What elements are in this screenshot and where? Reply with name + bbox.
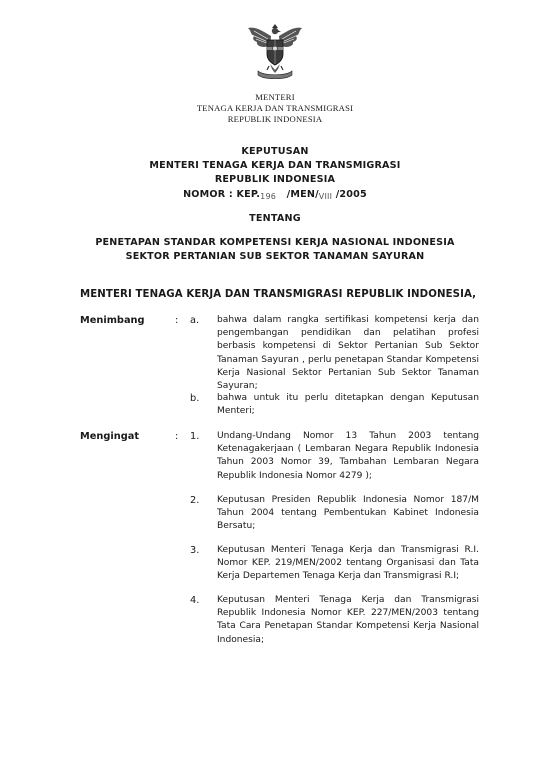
tentang-heading: TENTANG	[249, 213, 301, 224]
menimbang-item-b: bahwa untuk itu perlu ditetapkan dengan Keputusan Menteri;	[217, 393, 479, 417]
garuda-emblem-icon	[244, 20, 306, 82]
letterhead-country: REPUBLIK INDONESIA	[227, 114, 323, 124]
menimbang-label: Menimbang	[80, 315, 145, 326]
decree-number-men: /MEN/	[286, 189, 319, 200]
letterhead-minister: MENTERI	[255, 92, 295, 102]
mengingat-marker-3: 3.	[190, 545, 200, 556]
mengingat-marker-4: 4.	[190, 595, 200, 606]
decree-country: REPUBLIK INDONESIA	[214, 174, 336, 185]
mengingat-label: Mengingat	[80, 431, 140, 442]
decree-number	[0, 189, 550, 201]
minister-heading: MENTERI TENAGA KERJA DAN TRANSMIGRASI REPUBLIK INDONESIA,	[80, 289, 477, 300]
mengingat-marker-1: 1.	[190, 431, 200, 442]
mengingat-item-3: Keputusan Menteri Tenaga Kerja dan Transmigrasi R.I. Nomor KEP. 219/MEN/2002 tentang Organisasi dan Tata Kerja Departemen Tenaga Kerja dan Transmigrasi R.I;	[217, 545, 479, 582]
decree-number-value: 196	[260, 192, 277, 201]
letterhead-ministry: TENAGA KERJA DAN TRANSMIGRASI	[196, 103, 354, 113]
decree-number-year: /2005	[335, 189, 367, 200]
menimbang-colon: :	[175, 315, 179, 326]
mengingat-item-2: Keputusan Presiden Republik Indonesia Nomor 187/M Tahun 2004 tentang Pembentukan Kabinet Indonesia Bersatu;	[217, 495, 479, 532]
decree-number-prefix: NOMOR : KEP.	[183, 189, 261, 200]
mengingat-marker-2: 2.	[190, 495, 200, 506]
menimbang-item-a: bahwa dalam rangka sertifikasi kompetensi kerja dan pengembangan pendidikan dan pelatihan profesi berbasis kompetensi di Sektor Pertanian Sub Sektor Tanaman Sayuran , perlu penetapan Standar Kompetensi Kerja Nasional Sektor Pertanian Sub Sektor Tanaman Sayuran;	[217, 315, 479, 392]
decree-issuer: MENTERI TENAGA KERJA DAN TRANSMIGRASI	[149, 160, 401, 171]
decree-number-month: VIII	[318, 192, 333, 201]
subject-line-2: SEKTOR PERTANIAN SUB SEKTOR TANAMAN SAYURAN	[125, 251, 425, 262]
menimbang-marker-a: a.	[190, 315, 200, 326]
mengingat-item-1: Undang-Undang Nomor 13 Tahun 2003 tentang Ketenagakerjaan ( Lembaran Negara Republik Indonesia Tahun 2003 Nomor 39, Tambahan Lembaran Negara Republik Indonesia Nomor 4279 );	[217, 431, 479, 481]
mengingat-colon: :	[175, 431, 179, 442]
menimbang-marker-b: b.	[190, 393, 200, 404]
subject-line-1: PENETAPAN STANDAR KOMPETENSI KERJA NASIONAL INDONESIA	[95, 237, 455, 248]
decree-title: KEPUTUSAN	[241, 146, 309, 157]
mengingat-item-4: Keputusan Menteri Tenaga Kerja dan Transmigrasi Republik Indonesia Nomor KEP. 227/MEN/2003 tentang Tata Cara Penetapan Standar Kompetensi Kerja Nasional Indonesia;	[217, 595, 479, 645]
